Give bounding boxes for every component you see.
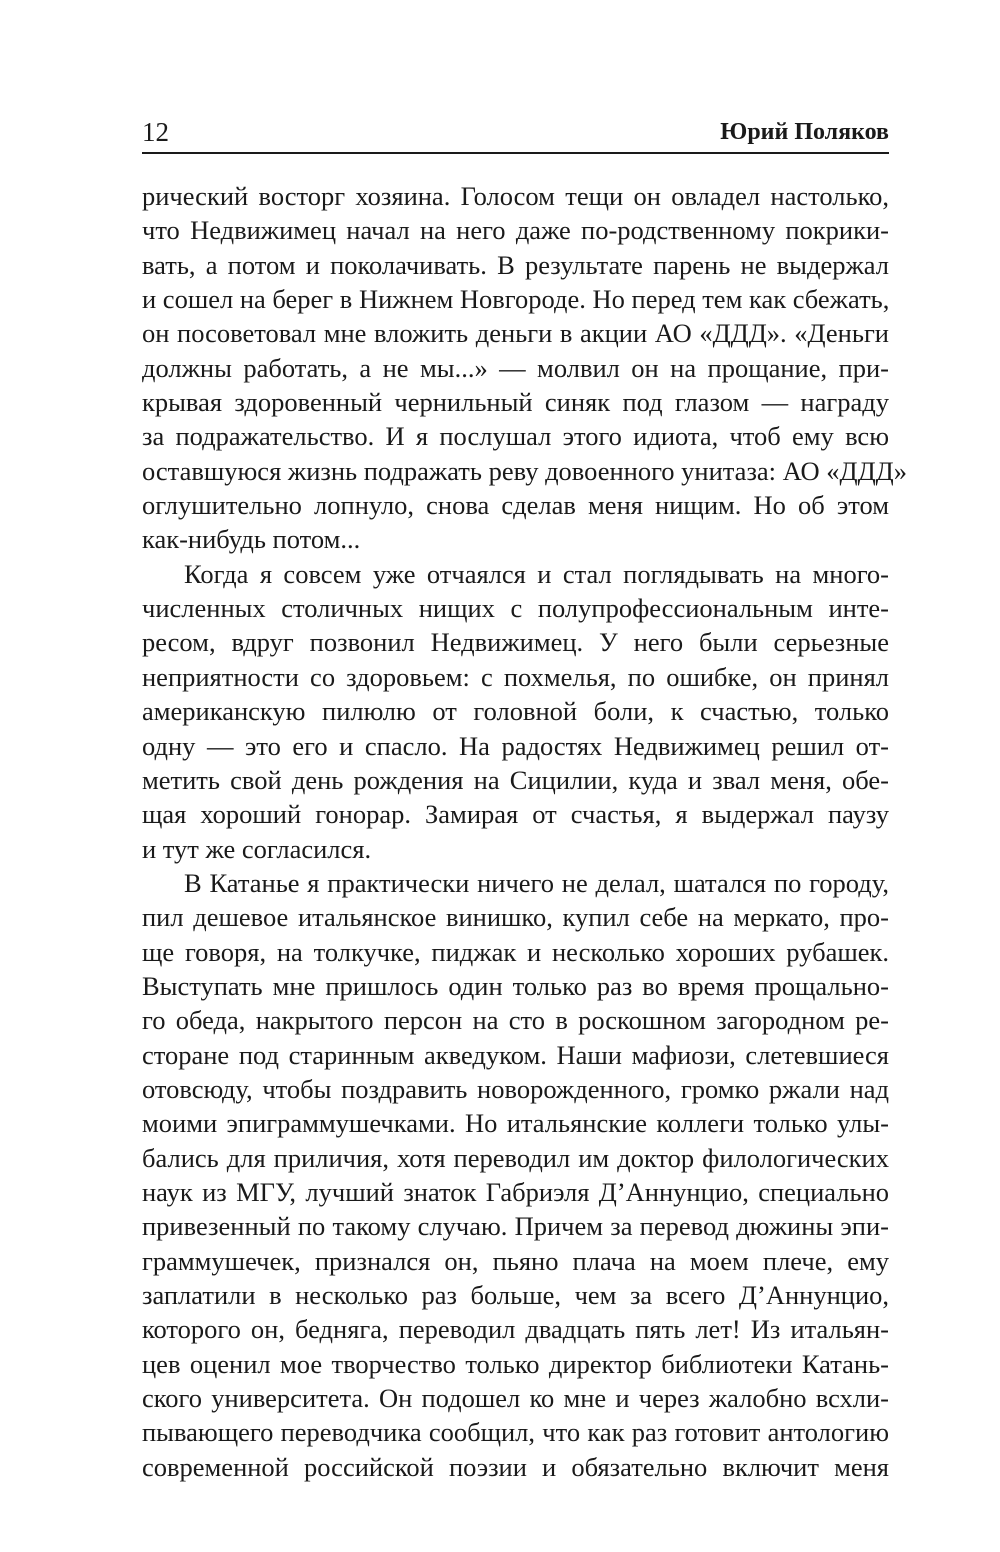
text-line: которого он, бедняга, переводил двадцать пять лет! Из итальян- — [142, 1314, 889, 1345]
text-line: заплатили в несколько раз больше, чем за всего Д’Аннунцио, — [142, 1280, 889, 1310]
running-head-author: Юрий Поляков — [720, 119, 889, 145]
text-line: вать, а потом и поколачивать. В результате парень не выдержал — [142, 249, 889, 280]
text-line: моими эпиграммушечками. Но итальянские коллеги только улы- — [142, 1108, 889, 1139]
text-line: отовсюду, чтобы поздравить новорожденного, громко ржали над — [142, 1073, 889, 1104]
text-line: численных столичных нищих с полупрофессиональным инте- — [142, 593, 889, 624]
text-line: американскую пилюлю от головной боли, к счастью, только — [142, 696, 889, 727]
text-line: одну — это его и спасло. На радостях Недвижимец решил от- — [142, 730, 889, 761]
text-line: ресом, вдруг позвонил Недвижимец. У него были серьезные — [142, 627, 889, 658]
text-line: и тут же согласился. — [142, 833, 372, 864]
text-line: за подражательство. И я послушал этого идиота, чтоб ему всю — [142, 421, 889, 452]
text-line: наук из МГУ, лучший знаток Габриэля Д’Аннунцио, специально — [142, 1176, 889, 1207]
text-line: го обеда, накрытого персон на сто в роскошном загородном ре- — [142, 1005, 889, 1036]
text-line: щая хороший гонорар. Замирая от счастья, я выдержал паузу — [142, 799, 889, 830]
text-line: пил дешевое итальянское винишко, купил себе на меркато, про- — [142, 902, 889, 933]
text-line: и сошел на берег в Нижнем Новгороде. Но перед тем как сбежать, — [142, 284, 890, 315]
text-line: бались для приличия, хотя переводил им доктор филологических — [142, 1142, 889, 1173]
text-line: В Катанье я практически ничего не делал, шатался по городу, — [184, 867, 889, 898]
text-line: оставшуюся жизнь подражать реву довоенного унитаза: АО «ДДД» — [142, 455, 907, 486]
text-line: пывающего переводчика сообщил, что как раз готовит антологию — [142, 1417, 889, 1448]
text-line: цев оценил мое творчество только директор библиотеки Катань- — [142, 1348, 889, 1379]
text-line: крывая здоровенный чернильный синяк под глазом — награду — [142, 387, 889, 418]
page-header — [142, 112, 889, 152]
text-line: сторане под старинным акведуком. Наши мафиози, слетевшиеся — [142, 1039, 889, 1070]
text-line: должны работать, а не мы...» — молвил он на прощание, при- — [142, 352, 889, 383]
text-line: неприятности со здоровьем: с похмелья, по ошибке, он принял — [142, 661, 889, 692]
text-line: Выступать мне пришлось один только раз во время прощально- — [142, 970, 889, 1001]
text-line: как-нибудь потом... — [142, 524, 361, 555]
text-line: Когда я совсем уже отчаялся и стал поглядывать на много- — [184, 558, 889, 589]
body-text — [142, 179, 907, 1484]
text-line: он посоветовал мне вложить деньги в акции АО «ДДД». «Деньги — [142, 318, 889, 349]
text-line: привезенный по такому случаю. Причем за перевод дюжины эпи- — [142, 1211, 889, 1242]
text-line: рический восторг хозяина. Голосом тещи он овладел настолько, — [142, 181, 889, 211]
header-rule — [142, 152, 889, 154]
text-line: метить свой день рождения на Сицилии, куда и звал меня, обе- — [142, 764, 889, 795]
text-line: современной российской поэзии и обязательно включит меня — [142, 1451, 889, 1482]
text-line: что Недвижимец начал на него даже по-родственному покрики- — [142, 215, 889, 246]
text-line: граммушечек, признался он, пьяно плача на моем плече, ему — [142, 1245, 889, 1276]
text-line: оглушительно лопнуло, снова сделав меня нищим. Но об этом — [142, 490, 889, 521]
page-number: 12 — [142, 117, 169, 147]
text-line: ще говоря, на толкучке, пиджак и несколько хороших рубашек. — [142, 936, 889, 967]
text-line: ского университета. Он подошел ко мне и через жалобно всхли- — [142, 1383, 889, 1414]
